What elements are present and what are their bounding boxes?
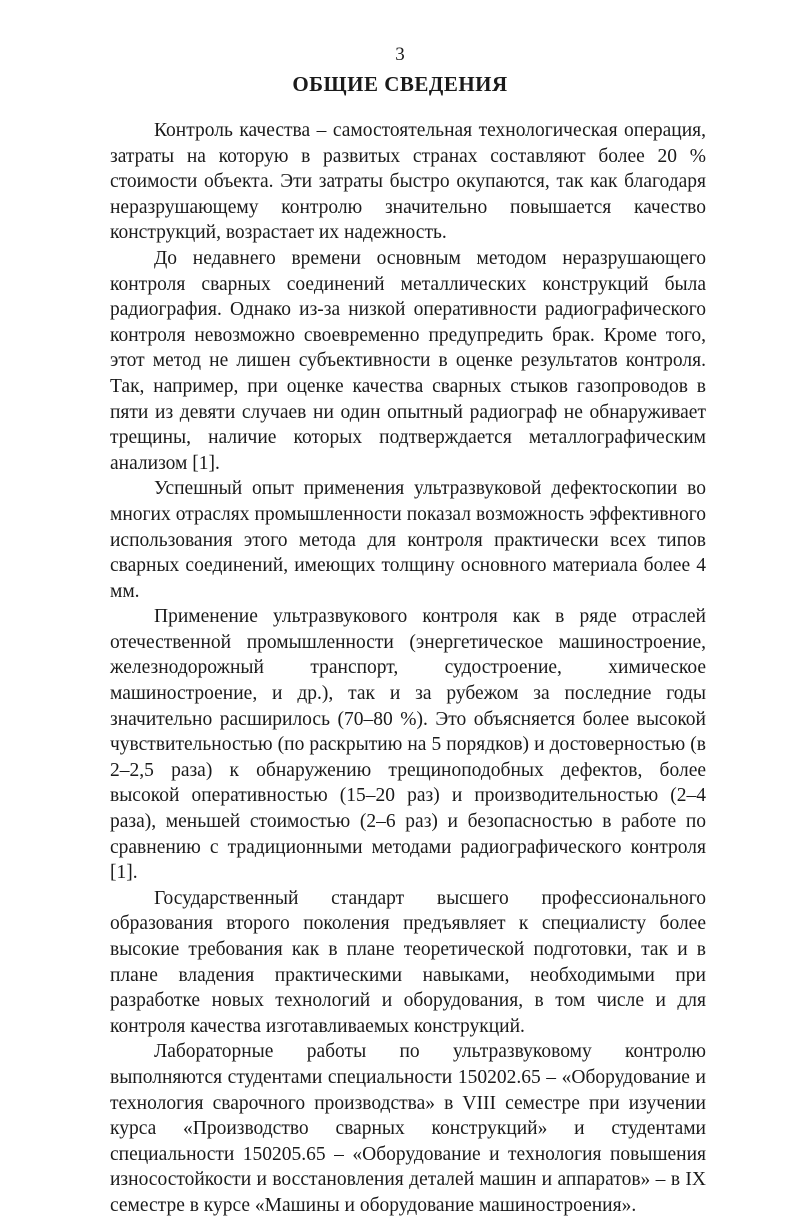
page-number: 3 (395, 44, 405, 65)
paragraph-ultrasonic-experience: Успешный опыт применения ультразвуковой дефектоскопии во многих отраслях промышленности показал возможность эффективного использования этого метода для контроля практически всех типов сварных соединений, имеющих толщину основного материала более 4 мм. (110, 478, 706, 602)
paragraph-radiography: До недавнего времени основным методом неразрушающего контроля сварных соединений металлических конструкций была радиография. Однако из-за низкой оперативности радиографического контроля невозможно своевременно предупредить брак. Кроме того, этот метод не лишен субъективности в оценке результатов контроля. Так, например, при оценке качества сварных стыков газопроводов в пяти из девяти случаев ни один опытный радиограф не обнаруживает трещины, наличие которых подтверждается металлографическим анализом [1]. (110, 247, 706, 474)
paragraph-state-standard: Государственный стандарт высшего профессионального образования второго поколения предъявляет к специалисту более высокие требования как в плане теоретической подготовки, так и в плане владения практическими навыками, необходимыми при разработке новых технологий и оборудования, в том числе и для контроля качества изготавливаемых конструкций. (110, 887, 706, 1037)
body-text (110, 118, 706, 1219)
paragraph-quality-control: Контроль качества – самостоятельная технологическая операция, затраты на которую в развитых странах составляют более 20 % стоимости объекта. Эти затраты быстро окупаются, так как благодаря неразрушающему контролю значительно повышается качество конструкций, возрастает их надежность. (110, 120, 706, 244)
paragraph-ultrasonic-application: Применение ультразвукового контроля как в ряде отраслей отечественной промышленности (энергетическое машиностроение, железнодорожный транспорт, судостроение, химическое машиностроение, и др.), так и за рубежом за последние годы значительно расширилось (70–80 %). Это объясняется более высокой чувствительностью (по раскрытию на 5 порядков) и достоверностью (в 2–2,5 раза) к обнаружению трещиноподобных дефектов, более высокой оперативностью (15–20 раз) и производительностью (2–4 раза), меньшей стоимостью (2–6 раз) и безопасностью в работе по сравнению с традиционными методами радиографического контроля [1]. (110, 606, 706, 884)
page-title: ОБЩИЕ СВЕДЕНИЯ (292, 72, 508, 96)
paragraph-laboratory-works: Лабораторные работы по ультразвуковому контролю выполняются студентами специальности 150202.65 – «Оборудование и технология сварочного производства» в VIII семестре при изучении курса «Производство сварных конструкций» и студентами специальности 150205.65 – «Оборудование и технология повышения износостойкости и восстановления деталей машин и аппаратов» – в IX семестре в курсе «Машины и оборудование машиностроения». (110, 1041, 706, 1216)
